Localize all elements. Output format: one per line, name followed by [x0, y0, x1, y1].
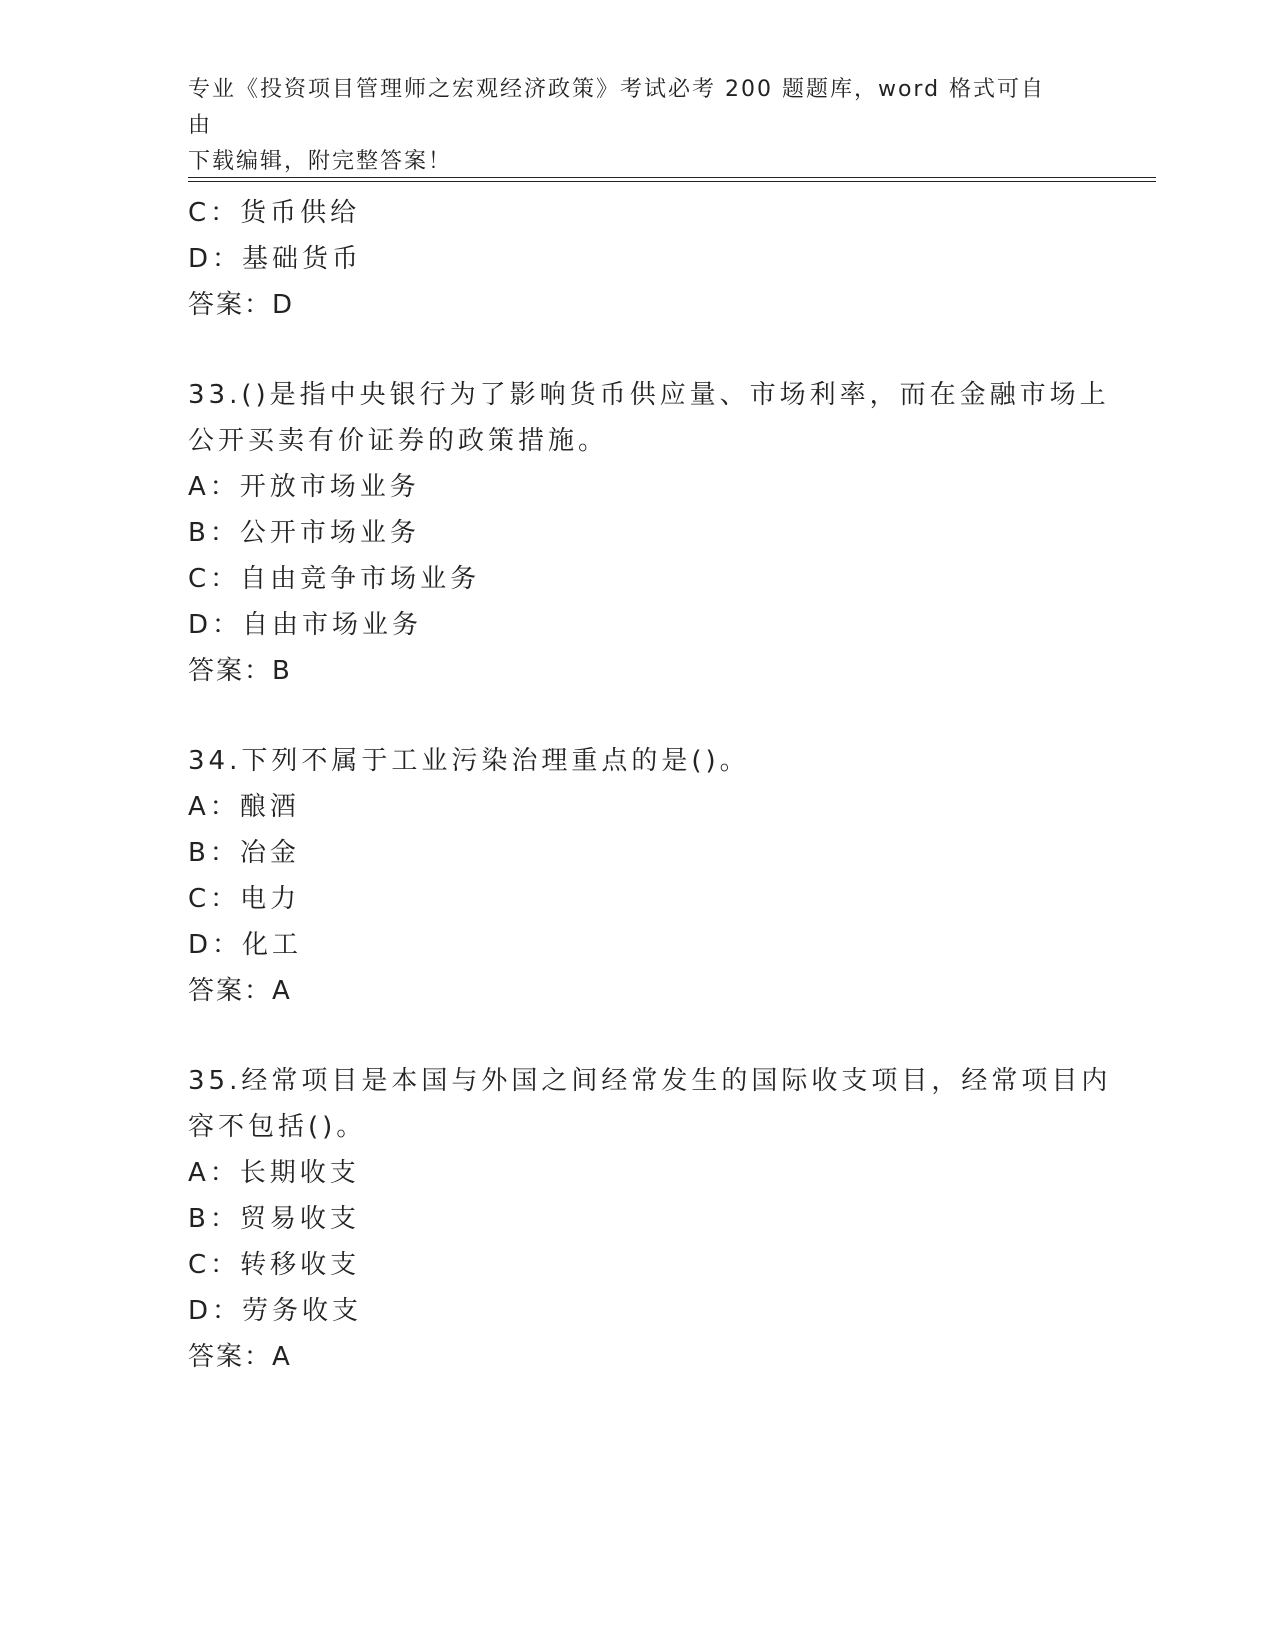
option-d: D：化工 — [188, 930, 303, 960]
question-stem-line: 35.经常项目是本国与外国之间经常发生的国际收支项目，经常项目内 — [188, 1066, 1112, 1096]
page-header — [188, 72, 1068, 180]
option-c: C：转移收支 — [188, 1250, 361, 1280]
spacer — [188, 694, 1088, 738]
option-d: D：劳务收支 — [188, 1296, 363, 1326]
question-stem-line: 公开买卖有价证券的政策措施。 — [188, 426, 609, 456]
option-a: A：长期收支 — [188, 1158, 360, 1188]
spacer — [188, 1014, 1088, 1058]
question-block-32-tail — [188, 190, 1088, 328]
option-d: D：自由市场业务 — [188, 610, 423, 640]
option-b: B：冶金 — [188, 838, 300, 868]
option-b: B：公开市场业务 — [188, 518, 420, 548]
header-line-2: 下载编辑，附完整答案！ — [188, 149, 453, 174]
question-block-34 — [188, 738, 1088, 1014]
question-stem-line: 容不包括()。 — [188, 1112, 367, 1142]
question-stem-line: 33.()是指中央银行为了影响货币供应量、市场利率，而在金融市场上 — [188, 380, 1110, 410]
header-line-1: 专业《投资项目管理师之宏观经济政策》考试必考 200 题题库，word 格式可自由 — [188, 77, 1046, 138]
answer-line: 答案：A — [188, 1342, 292, 1372]
answer-line: 答案：D — [188, 290, 295, 320]
answer-line: 答案：A — [188, 976, 292, 1006]
option-d: D：基础货币 — [188, 244, 363, 274]
question-block-33 — [188, 372, 1110, 694]
answer-line: 答案：B — [188, 656, 292, 686]
header-divider — [188, 177, 1156, 182]
option-c: C：货币供给 — [188, 198, 361, 228]
option-a: A：酿酒 — [188, 792, 300, 822]
option-c: C：自由竞争市场业务 — [188, 564, 481, 594]
question-list — [188, 190, 1112, 1380]
spacer — [188, 328, 1088, 372]
question-stem-line: 34.下列不属于工业污染治理重点的是()。 — [188, 746, 750, 776]
option-a: A：开放市场业务 — [188, 472, 420, 502]
option-c: C：电力 — [188, 884, 301, 914]
question-block-35 — [188, 1058, 1112, 1380]
option-b: B：贸易收支 — [188, 1204, 360, 1234]
